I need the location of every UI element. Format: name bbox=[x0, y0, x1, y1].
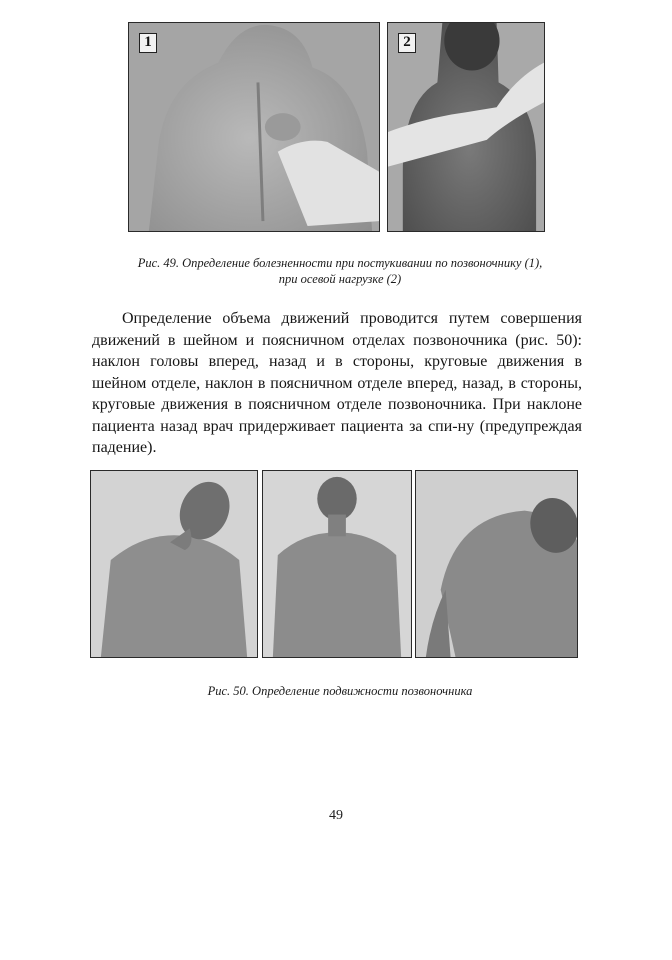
figure49-photo-1 bbox=[128, 22, 380, 232]
body-paragraph: Определение объема движений проводится путем совершения движений в шейном и поясничном отделах позвоночника (рис. 50): наклон головы вперед, назад и в стороны, круговые движения в шейном отделе, наклон в поясничном отделе вперед, назад, в стороны, круговые движения в поясничном отделе позвоночника. При наклоне пациента назад врач придерживает пациента за спи-ну (предупреждая падение). bbox=[92, 310, 582, 456]
page-number: 49 bbox=[329, 808, 343, 823]
figure50-photo-c bbox=[415, 470, 578, 658]
panel-label-1: 1 bbox=[139, 33, 157, 53]
figure50-photo-b bbox=[262, 470, 412, 658]
figure50-photo-a bbox=[90, 470, 258, 658]
figure49-caption-line1: Рис. 49. Определение болезненности при постукивании по позвоночнику (1), bbox=[137, 256, 543, 270]
figure49-photo-2 bbox=[387, 22, 545, 232]
panel-label-2: 2 bbox=[398, 33, 416, 53]
figure50-caption: Рис. 50. Определение подвижности позвоночника bbox=[207, 684, 473, 698]
figure49-caption bbox=[60, 255, 620, 287]
body-paragraph-block bbox=[92, 308, 582, 459]
figure49-caption-line2: при осевой нагрузке (2) bbox=[278, 272, 402, 286]
